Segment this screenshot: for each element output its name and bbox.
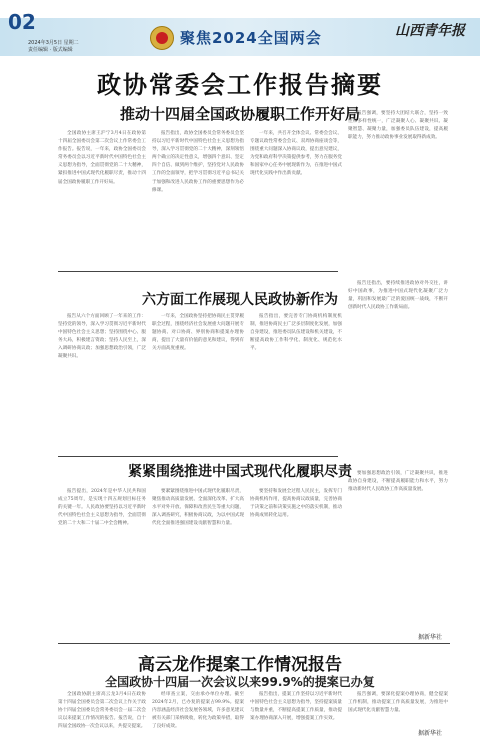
edition-meta: [28, 40, 79, 54]
article-column: 报告提出，2024年是中华人民共和国成立75周年，是实现十四五规划目标任务的关键一年。人民政协要坚持以习近平新时代中国特色社会主义思想为指导，全面贯彻党的二十大和二十届二中全会精神。: [58, 489, 146, 527]
divider: [58, 456, 338, 457]
masthead-logo: 山西青年报: [395, 23, 465, 39]
article-column: 全国政协主席王沪宁3月4日在政协第十四届全国委员会第二次会议上作常委会工作报告。报告说，一年来，政协全国委员会常务委员会以习近平新时代中国特色社会主义思想为指导，全面贯彻党的二十大精神，紧扣推进中国式现代化履职尽责，推动十四届全国政协履职工作开好局。: [58, 131, 146, 185]
article-column: 报告从六个方面回顾了一年来的工作：坚持党的领导，深入学习贯彻习近平新时代中国特色社会主义思想；坚持围绕中心、服务大局，积极建言资政；坚持人民至上，深入调研协商议政；加强思想政治引领，广泛凝聚共识。: [58, 314, 146, 360]
section-label: 聚焦2024全国两会: [180, 29, 322, 47]
article-column: 要紧紧围绕推进中国式现代化履职尽责，聚焦推动高质量发展、全面深化改革、扩大高水平对外开放、保障和改善民生等重大问题，深入调查研究，积极协商议政，为以中国式现代化全面推进强国建设贡献智慧和力量。: [152, 489, 244, 527]
source-credit: 据新华社: [418, 730, 443, 737]
meta-line: 责任编辑 · 版式编辑: [28, 47, 73, 53]
article-column: 报告强调，要坚持大团结大联合，坚持一致性和多样性统一，广泛凝聚人心、凝聚共识、凝聚智慧、凝聚力量，加强委员队伍建设，提高履职能力，努力推动政协事业发展取得新成效。: [348, 111, 448, 141]
article-column: 一年来，共召开全体会议、常委会会议、专题议政性常委会会议、双周协商座谈会等，围绕重大问题深入协商议政，提出意见建议，为党和政府科学决策提供参考，努力在服务党和国家中心任务中展现新作为，在推进中国式现代化实践中作出新贡献。: [250, 131, 342, 177]
proposal-subtitle: 全国政协十四届一次会议以来99.9%的提案已办复: [105, 675, 375, 689]
article-column: 报告指出，提案工作坚持以习近平新时代中国特色社会主义思想为指导，坚持提案质量与数量并重，不断提高提案工作质量，推动提案办理协商深入开展，增强提案工作实效。: [250, 692, 342, 722]
source-credit: 据新华社: [418, 634, 443, 641]
divider: [58, 271, 338, 272]
section-title-1: 推动十四届全国政协履职工作开好局: [119, 105, 360, 123]
article-column: 报告还指出，要持续推进政协对外交往，讲好中国故事，为推进中国式现代化凝聚广泛力量，巩固和发展最广泛的爱国统一战线，不断开创新时代人民政协工作新局面。: [348, 281, 448, 311]
page-title: 政协常委会工作报告摘要: [97, 71, 383, 99]
meta-line: 2024年3月5日 星期二: [28, 40, 79, 46]
article-column: 报告指出，政协全国委员会常务委员会坚持以习近平新时代中国特色社会主义思想为指导，深入学习贯彻党的二十大精神，深刻领悟两个确立的决定性意义，增强四个意识、坚定四个自信、做到两个维护，坚持党对人民政协工作的全面领导，把学习贯彻习近平总书记关于加强和改进人民政协工作的重要思想作为必修课。: [152, 131, 244, 193]
article-column: 要坚持和发展全过程人民民主，发挥专门协商机构作用，提高协商议政质量，完善协商于决策之前和决策实施之中的落实机制，推动协商成果转化运用。: [250, 489, 342, 519]
article-column: 经审查立案，交由承办单位办理。截至2024年2月，已办复的提案占99.9%。提案内容涵盖经济社会发展各领域，许多意见建议被有关部门采纳吸收，转化为政策举措，取得了良好成效。: [152, 692, 244, 730]
section-title-2: 六方面工作展现人民政协新作为: [142, 292, 338, 308]
divider: [58, 643, 450, 644]
article-column: 报告强调，要深化提案办理协商，健全提案工作机制，推动提案工作高质量发展，为推进中国式现代化贡献智慧力量。: [348, 692, 448, 714]
page-number: 02: [8, 10, 36, 34]
national-emblem-icon: [150, 26, 174, 50]
article-column: 一年来，全国政协坚持把协商民主贯穿履职全过程，围绕经济社会发展重大问题开展专题协商、对口协商、界别协商和提案办理协商，提出了大量有价值的意见和建议，得到有关方面高度重视。: [152, 314, 244, 352]
article-column: 全国政协副主席高云龙3月4日在政协第十四届全国委员会第二次会议上作关于政协十四届全国委员会常务委员会一届二次会议以来提案工作情况的报告。报告说，自十四届全国政协一次会议以来，共提交提案。: [58, 692, 146, 730]
article-column: 要加强思想政治引领，广泛凝聚共识，推进政协自身建设，不断提高履职能力和水平，努力推动新时代人民政协工作高质量发展。: [348, 471, 448, 493]
page-header: [0, 0, 480, 58]
proposal-title: 高云龙作提案工作情况报告: [138, 655, 342, 675]
article-column: 报告指出，要完善专门协商机构制度机制，推进协商民主广泛多层制度化发展，加强自身建设，推进委员队伍建设和机关建设，不断提高政协工作科学化、制度化、规范化水平。: [250, 314, 342, 352]
section-title-3: 紧紧围绕推进中国式现代化履职尽责: [128, 464, 352, 480]
